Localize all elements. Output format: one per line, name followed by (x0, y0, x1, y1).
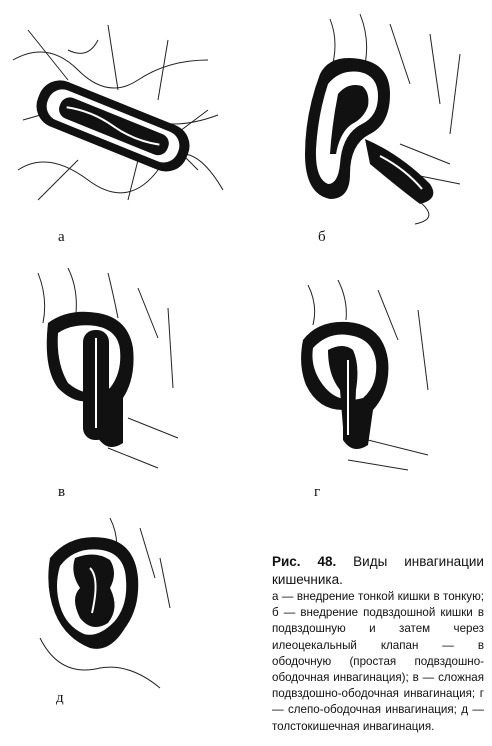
figure-panel-a (8, 20, 233, 210)
figure-panel-d (30, 518, 180, 698)
figure-panel-b (290, 14, 470, 229)
figure-panel-v (28, 268, 183, 473)
caption-body: а — внедрение тонкой кишки в тонкую; б — внедрение подвздошной кишки в подвздошную и затем через илеоцекальный клапан — в ободочную (простая подвздошно-ободочная инвагинация); в — сложная подвздошно-ободочная инвагинация; г — слепо-ободочная инвагинация; д — толстокишечная инвагинация. (272, 590, 484, 733)
caption-title: Виды инвагинации кишечника. (272, 554, 484, 587)
figure-panel-g (288, 280, 443, 475)
intussusception-drawing-icon (28, 268, 183, 473)
panel-label-a: а (58, 229, 65, 245)
intussusception-drawing-icon (288, 280, 443, 475)
panel-label-g: г (314, 484, 321, 500)
panel-label-b: б (318, 229, 326, 245)
intussusception-drawing-icon (290, 14, 470, 229)
caption-number: Рис. 48. (272, 554, 337, 569)
figure-caption (272, 553, 484, 735)
caption-heading (272, 553, 484, 589)
panel-label-v: в (58, 484, 66, 500)
intussusception-drawing-icon (8, 20, 233, 210)
panel-label-d: д (56, 690, 64, 706)
intussusception-drawing-icon (30, 518, 180, 698)
